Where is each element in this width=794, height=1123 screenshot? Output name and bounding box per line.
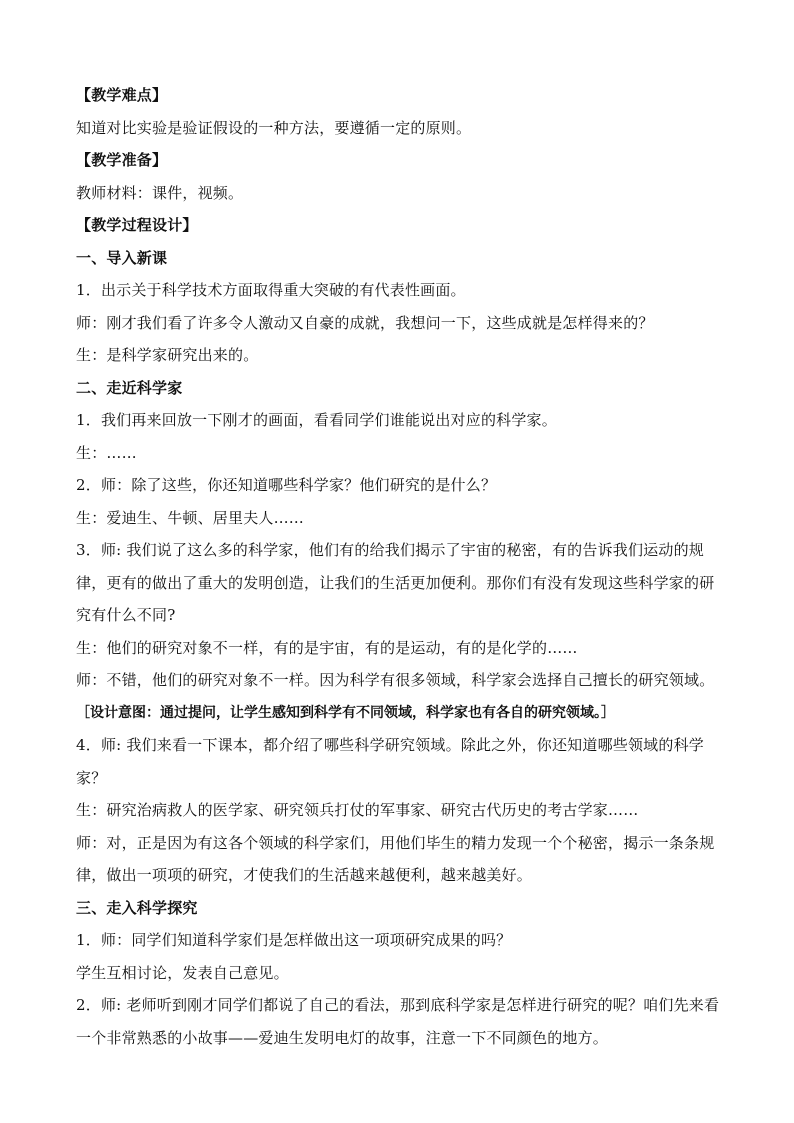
paragraph-item: 师：刚才我们看了许多令人激动又自豪的成就，我想问一下，这些成就是怎样得来的？ [76, 313, 654, 332]
paragraph-item: 1．出示关于科学技术方面取得重大突破的有代表性画面。 [76, 281, 466, 299]
paragraph-item: 生：是科学家研究出来的。 [76, 346, 259, 364]
section-heading-scientists: 二、走近科学家 [76, 378, 183, 397]
heading-teaching-process: 【教学过程设计】 [76, 216, 198, 234]
paragraph-item: 生：他们的研究对象不一样，有的是宇宙，有的是运动，有的是化学的…… [76, 638, 578, 657]
paragraph-item: 师：不错，他们的研究对象不一样。因为科学有很多领域，科学家会选择自己擅长的研究领域。 [76, 671, 715, 689]
paragraph-item: 1．师：同学们知道科学家们是怎样做出这一项项研究成果的吗？ [76, 931, 512, 949]
paragraph-item: 2．师: 老师听到刚才同学们都说了自己的看法，那到底科学家是怎样进行研究的呢？咱们先来看一个非常熟悉的小故事——爱迪生发明电灯的故事，注意一下不同颜色的地方。 [76, 996, 720, 1047]
paragraph-item: 师：对，正是因为有这各个领域的科学家们，用他们毕生的精力发现一个个秘密，揭示一条条规律，做出一项项的研究，才使我们的生活越来越便利，越来越美好。 [76, 833, 715, 884]
paragraph-item: 2．师：除了这些，你还知道哪些科学家？他们研究的是什么？ [76, 476, 497, 494]
heading-teaching-preparation: 【教学准备】 [76, 151, 168, 169]
paragraph-item: 3．师: 我们说了这么多的科学家，他们有的给我们揭示了宇宙的秘密，有的告诉我们运动的规律，更有的做出了重大的发明创造，让我们的生活更加便利。那你们有没有发现这些科学家的研究有什么不同? [76, 541, 715, 624]
paragraph-item: 1．我们再来回放一下刚才的画面，看看同学们谁能说出对应的科学家。 [76, 411, 557, 429]
section-heading-inquiry: 三、走入科学探究 [76, 898, 198, 917]
document-page [76, 79, 726, 1054]
paragraph-item: 学生互相讨论，发表自己意见。 [76, 963, 289, 982]
paragraph-item: 生：爱迪生、牛顿、居里夫人…… [76, 508, 305, 527]
section-heading-introduction: 一、导入新课 [76, 248, 168, 267]
paragraph-teacher-materials: 教师材料：课件，视频。 [76, 183, 244, 202]
paragraph-difficulty-content: 知道对比实验是验证假设的一种方法，要遵循一定的原则。 [76, 118, 472, 137]
paragraph-item: 生：…… [76, 443, 137, 462]
paragraph-item: 4．师: 我们来看一下课本，都介绍了哪些科学研究领域。除此之外，你还知道哪些领域的科学家？ [76, 736, 704, 787]
design-intent-note: ［设计意图：通过提问，让学生感知到科学有不同领域，科学家也有各自的研究领域。］ [76, 704, 615, 721]
heading-teaching-difficulty: 【教学难点】 [76, 86, 168, 104]
paragraph-item: 生：研究治病救人的医学家、研究领兵打仗的军事家、研究古代历史的考古学家…… [76, 801, 639, 819]
